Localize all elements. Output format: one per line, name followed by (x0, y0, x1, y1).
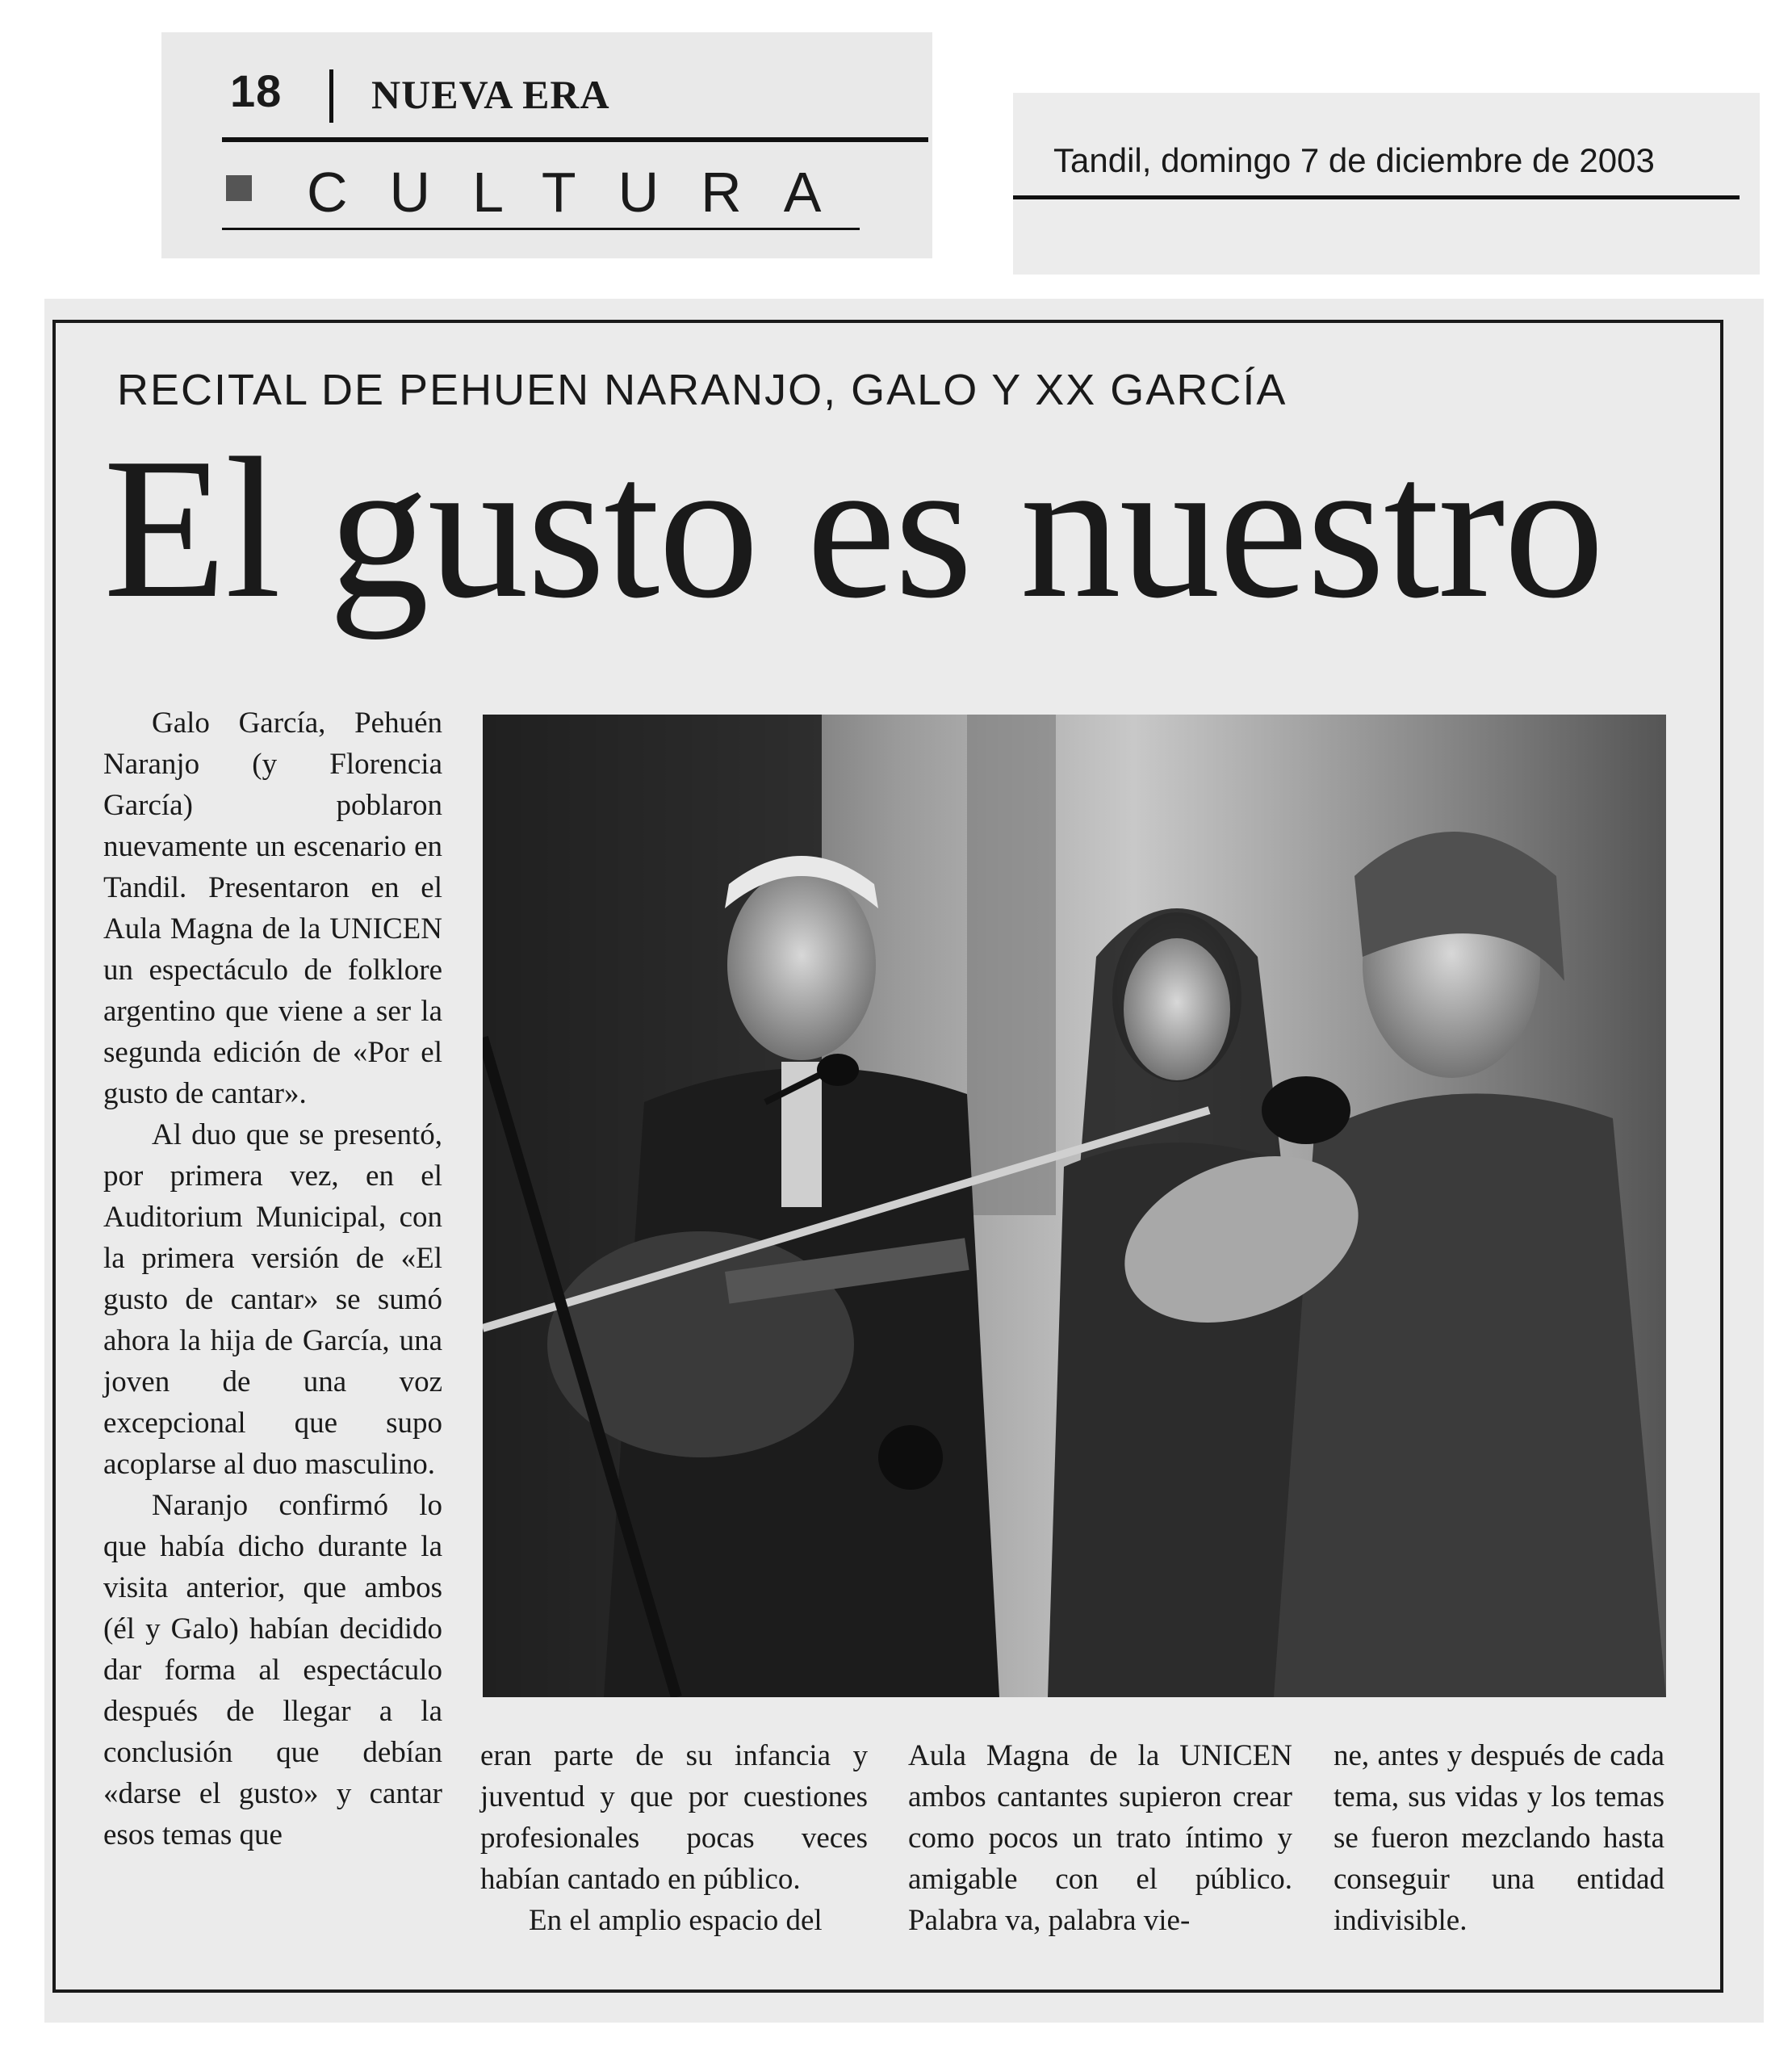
section-square-icon (226, 175, 252, 201)
dateline: Tandil, domingo 7 de diciembre de 2003 (1053, 141, 1655, 179)
paragraph: eran parte de su infancia y juventud y que por cuestiones profesionales pocas veces habían cantado en público. (480, 1739, 868, 1896)
section-rule (222, 228, 860, 230)
article-column-1 (103, 702, 442, 1855)
section-title: CULTURA (307, 161, 864, 224)
article-column-4 (1334, 1735, 1664, 1941)
photo-musicians-icon (483, 715, 1666, 1697)
paragraph: ne, antes y después de cada tema, sus vidas y los temas se fueron mezclando hasta conseguir una entidad indivisible. (1334, 1739, 1664, 1937)
article-kicker: RECITAL DE PEHUEN NARANJO, GALO Y XX GARCÍA (117, 366, 1287, 414)
article-headline: El gusto es nuestro (103, 417, 1603, 640)
paragraph: Aula Magna de la UNICEN ambos cantantes supieron crear como pocos un trato íntimo y amigable con el público. Palabra va, palabra vie- (908, 1739, 1292, 1937)
paragraph: Naranjo confirmó lo que había dicho durante la visita anterior, que ambos (él y Galo) habían decidido dar forma al espectáculo después de llegar a la conclusión que debían «darse el gusto» y cantar esos temas que (103, 1489, 442, 1851)
header-right-clipping (1013, 93, 1760, 275)
dateline-rule (1013, 195, 1740, 199)
page-number: 18 (230, 65, 283, 116)
paragraph: Galo García, Pehuén Naranjo (y Florencia García) poblaron nuevamente un escenario en Tandil. Presentaron en el Aula Magna de la UNICEN un espectáculo de folklore argentino que viene a ser la segunda edición de «Por el gusto de cantar». (103, 706, 442, 1110)
header-divider (329, 69, 333, 123)
publication-name: NUEVA ERA (371, 72, 610, 117)
header-rule (222, 137, 928, 142)
paragraph: En el amplio espacio del (529, 1904, 823, 1937)
article-column-3 (908, 1735, 1292, 1941)
paragraph: Al duo que se presentó, por primera vez, en el Auditorium Municipal, con la primera versión de «El gusto de cantar» se sumó ahora la hija de García, una joven de una voz excepcional que supo acoplarse al duo masculino. (103, 1118, 442, 1481)
article-column-2 (480, 1735, 868, 1941)
article-photo (483, 715, 1666, 1697)
